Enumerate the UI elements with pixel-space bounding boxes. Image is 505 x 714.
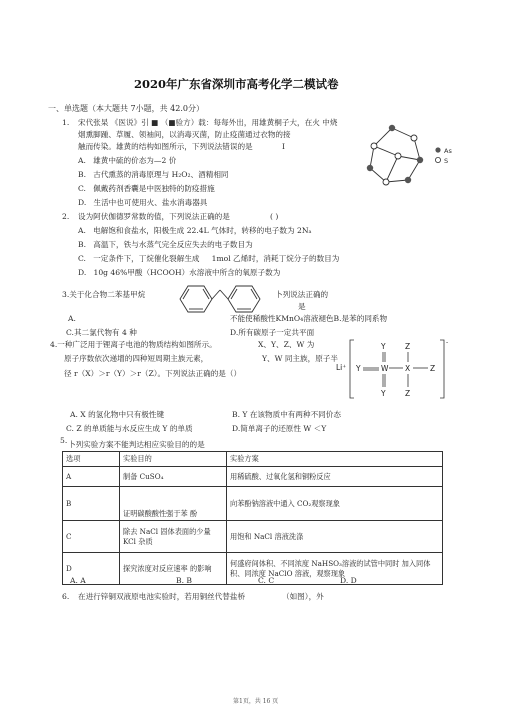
q2-option-d: D. 10g 46%甲酸（HCOOH）水溶液中所含的氧原子数为: [78, 268, 281, 277]
struct-li-label: Li⁺: [336, 363, 347, 372]
q1-answer-blank: I: [282, 142, 285, 151]
table-cell: 探究浓度对反应速率 的影响: [120, 553, 227, 585]
table-cell: D: [63, 553, 120, 585]
struct-z-right: Z: [430, 364, 436, 373]
q6-number: 6.: [62, 592, 70, 601]
q5-stem: 卜列实验方案不能判达相应实验目的的是: [68, 440, 205, 449]
q1-option-b: B. 古代熏蒸的消毒原理与 H₂O₂、酒精相同: [78, 170, 229, 179]
table-cell: 用稀硫酸、过氧化氢和铜粉反应: [227, 467, 443, 487]
table-row: [63, 553, 443, 585]
table-cell: 向苯酚钠溶液中通入 CO₂观察现象: [227, 487, 443, 521]
q4-stem-line1: 4.一种广泛用于锂离子电池的物质结构如图所示。: [50, 340, 217, 349]
q3-option-a-label: A.: [68, 314, 76, 323]
struct-z-top: Z: [405, 342, 411, 351]
q1-option-c: C. 佩戴药剂香囊是中医独特的防疫措施: [78, 184, 215, 193]
table-header-row: [63, 452, 443, 467]
q5-answer-c: C. C: [258, 576, 275, 585]
q4-option-a: A. X 的氢化物中只有极性键: [70, 410, 165, 419]
table-header-cell: 实验目的: [120, 452, 227, 467]
table-cell: 除去 NaCl 固体表面的少量 KCl 杂质: [120, 521, 227, 553]
q5-number: 5.: [60, 436, 68, 445]
q6-stem-tail: （如图），外: [282, 592, 324, 601]
struct-y-left: Y: [356, 364, 361, 373]
q4-stem-line1b: X、Y、Z、W 为: [258, 340, 315, 349]
q5-answer-d: D. D: [340, 576, 357, 585]
table-cell: 证明碳酸酸性强于苯 酚: [120, 487, 227, 521]
q3-right-text2: 是: [298, 302, 306, 311]
svg-text:-: -: [446, 339, 449, 346]
realgar-structure-figure: [352, 116, 462, 198]
q2-option-b: B. 高温下，铁与水蒸气完全反应失去的电子数目为: [78, 240, 253, 249]
q1-option-d: D. 生活中也可使用火、盐水消毒器具: [78, 198, 208, 207]
q5-answer-b: B. B: [176, 576, 192, 585]
q1-stem-line1: 宋代张杲 《医说》引 ■ （■验方）载：每每外出，用雄黄桐子大，在火 中烧: [78, 118, 338, 127]
page-footer: 第1页，共 16 页: [233, 698, 279, 705]
struct-x: X: [405, 364, 411, 373]
experiment-table: [62, 451, 443, 585]
page-title: 2020年广东省深圳市高考化学二模试卷: [134, 77, 339, 91]
q4-stem-line2b: Y、W 同主族，原子半: [262, 354, 338, 363]
q4-stem-line2: 原子序数依次递增的四种短周期主族元素，: [64, 354, 209, 363]
q3-right-text1: 卜列说法正确的: [275, 290, 329, 299]
q3-option-b: 不能使稀酸性KMnO₄溶液褪色B.是苯的同系物: [230, 314, 388, 323]
table-cell: B: [63, 487, 120, 521]
q1-option-a: A. 雄黄中硫的价态为—2 价: [78, 156, 177, 165]
table-row: [63, 521, 443, 553]
table-header-cell: 实验方案: [227, 452, 443, 467]
struct-w: W: [381, 364, 389, 373]
q1-stem-line2: 烟熏脚踵、草履、领袖间，以消毒灭菌，防止疫菌通过衣物的接: [78, 130, 291, 139]
struct-z-bottom: Z: [405, 389, 411, 398]
q2-number: 2.: [62, 212, 70, 221]
q4-option-c: C. Z 的单质能与水反应生成 Y 的单质: [66, 424, 193, 433]
q1-stem-line3: 触而传染。雄黄的结构如图所示，下列说法错误的是: [78, 142, 253, 151]
q4-option-b: B. Y 在该物质中有两种不同价态: [232, 410, 341, 419]
table-row: [63, 487, 443, 521]
q2-answer-blank: ( ): [270, 212, 279, 221]
legend-as-label: As: [444, 147, 452, 155]
q4-stem-line3: 径 r（X）＞r（Y）＞r（Z）。下列说法正确的是（）: [64, 369, 242, 378]
table-cell: 制备 CuSO₄: [120, 467, 227, 487]
q5-answer-a: A. A: [70, 576, 86, 585]
lithium-compound-structure: [334, 336, 452, 404]
q2-stem: 设为阿伏伽德罗常数的值，下列说法正确的是: [78, 212, 230, 221]
q3-stem: 3.关于化合物二苯基甲烷: [62, 290, 146, 299]
table-cell: A: [63, 467, 120, 487]
table-row: [63, 467, 443, 487]
table-cell: 用饱和 NaCl 溶液洗涤: [227, 521, 443, 553]
q1-number: 1.: [62, 118, 70, 127]
legend-s-label: S: [444, 157, 449, 165]
q2-option-c: C. 一定条件下，丁烷催化裂解生成 1mol 乙烯时，消耗丁烷分子的数目为: [78, 254, 340, 263]
q4-option-d: D.简单离子的还原性 W ＜Y: [232, 424, 327, 433]
section-header: 一、单选题（本大题共 7小题，共 42.0分）: [48, 104, 204, 113]
q3-option-d: D.所有碳原子一定共平面: [230, 328, 315, 337]
q3-option-c: C.其二氯代物有 4 种: [66, 328, 137, 337]
table-cell: C: [63, 521, 120, 553]
struct-y-bottom: Y: [381, 389, 386, 398]
struct-y-top: Y: [381, 342, 386, 351]
table-header-cell: 选项: [63, 452, 120, 467]
table-cell: 何盛府间体积、不同浓度 NaHSO₃溶液的试管中同时 加入同体积、同浓度 NaClO 溶液，观察现象: [227, 553, 443, 585]
q6-stem: 在进行锌铜双液原电池实验时，若用铜丝代替盐桥: [78, 592, 246, 601]
q2-option-a: A. 电解饱和食盐水，阳极生成 22.4L 气体时，转移的电子数为 2Nₐ: [78, 226, 312, 235]
